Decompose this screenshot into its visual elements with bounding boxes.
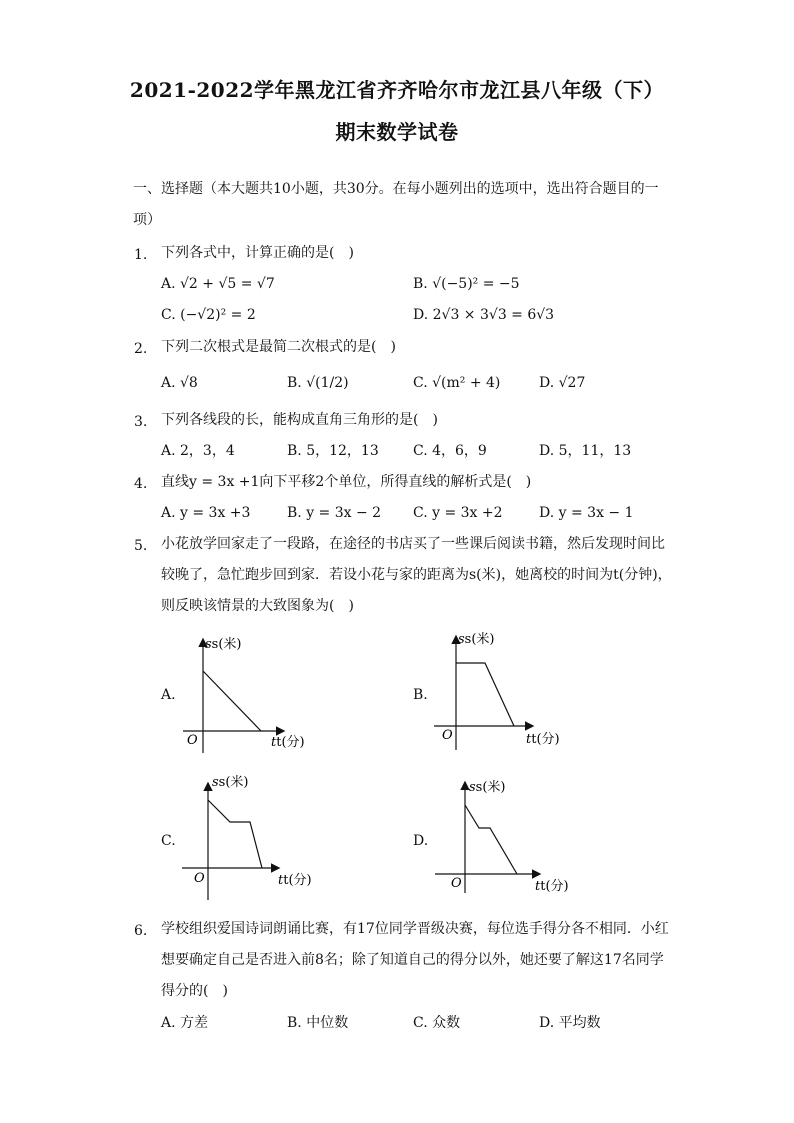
question-number: 6. bbox=[134, 923, 148, 939]
option-d: D. y = 3x − 1 bbox=[539, 505, 634, 521]
option-d: D. 5，11，13 bbox=[539, 443, 632, 459]
question-stem-cont: 想要确定自己是否进入前8名；除了知道自己的得分以外，她还要了解这17名同学 bbox=[161, 952, 664, 968]
option-d: D. bbox=[413, 833, 429, 849]
graph-option-c bbox=[180, 770, 320, 905]
paper-title-line2: 期末数学试卷 bbox=[335, 120, 459, 144]
option-d: D. √27 bbox=[539, 375, 586, 391]
x-axis-label: tt(分) bbox=[271, 735, 305, 750]
option-b: B. √(−5)² = −5 bbox=[413, 276, 520, 292]
question-number: 4. bbox=[134, 476, 148, 492]
option-c: C. 众数 bbox=[413, 1015, 461, 1031]
option-c: C. √(m² + 4) bbox=[413, 375, 501, 391]
question-stem: 下列二次根式是最简二次根式的是( ) bbox=[161, 339, 396, 355]
y-axis-label: ss(米) bbox=[205, 637, 242, 652]
option-a: A. 方差 bbox=[161, 1015, 209, 1031]
graph-option-b bbox=[428, 625, 568, 755]
option-c: C. 4，6，9 bbox=[413, 443, 487, 459]
graph-option-d bbox=[435, 773, 575, 898]
question-stem: 学校组织爱国诗词朗诵比赛，有17位同学晋级决赛，每位选手得分各不相同．小红 bbox=[161, 921, 669, 937]
option-a: A. bbox=[161, 687, 176, 703]
origin-label: O bbox=[442, 728, 453, 743]
paper-title-line1: 2021-2022学年黑龙江省齐齐哈尔市龙江县八年级（下） bbox=[129, 78, 665, 102]
x-axis-label: tt(分) bbox=[535, 879, 569, 894]
option-d: D. 平均数 bbox=[539, 1015, 601, 1031]
option-c: C. (−√2)² = 2 bbox=[161, 307, 256, 323]
question-number: 5. bbox=[134, 538, 148, 554]
graph-option-a bbox=[175, 628, 315, 758]
x-axis-label: tt(分) bbox=[526, 732, 560, 747]
question-number: 1. bbox=[134, 247, 148, 263]
section-heading: 一、选择题（本大题共10小题，共30分。在每小题列出的选项中，选出符合题目的一 bbox=[133, 181, 659, 197]
option-b: B. √(1/2) bbox=[287, 375, 349, 391]
y-axis-label: ss(米) bbox=[212, 775, 249, 790]
graph-line bbox=[465, 805, 517, 874]
origin-label: O bbox=[187, 733, 198, 748]
option-d: D. 2√3 × 3√3 = 6√3 bbox=[413, 307, 555, 323]
question-stem: 直线y = 3x +1向下平移2个单位，所得直线的解析式是( ) bbox=[161, 474, 532, 490]
question-number: 3. bbox=[134, 414, 148, 430]
question-stem-cont: 得分的( ) bbox=[161, 983, 228, 999]
question-stem: 下列各线段的长，能构成直角三角形的是( ) bbox=[161, 412, 438, 428]
option-a: A. √8 bbox=[161, 375, 198, 391]
x-axis-label: tt(分) bbox=[278, 873, 312, 888]
graph-line bbox=[208, 800, 262, 868]
origin-label: O bbox=[194, 871, 205, 886]
option-c: C. bbox=[161, 833, 176, 849]
option-b: B. 中位数 bbox=[287, 1015, 349, 1031]
option-b: B. bbox=[413, 687, 428, 703]
question-stem: 小花放学回家走了一段路，在途径的书店买了一些课后阅读书籍，然后发现时间比 bbox=[161, 536, 665, 552]
option-c: C. y = 3x +2 bbox=[413, 505, 503, 521]
y-axis-label: ss(米) bbox=[458, 632, 495, 647]
question-stem-cont: 则反映该情景的大致图象为( ) bbox=[161, 598, 354, 614]
origin-label: O bbox=[451, 876, 462, 891]
question-stem: 下列各式中，计算正确的是( ) bbox=[161, 245, 354, 261]
option-b: B. 5，12，13 bbox=[287, 443, 379, 459]
option-a: A. √2 + √5 = √7 bbox=[161, 276, 275, 292]
option-a: A. 2，3，4 bbox=[161, 443, 235, 459]
question-number: 2. bbox=[134, 341, 148, 357]
y-axis-label: ss(米) bbox=[469, 780, 506, 795]
section-heading-cont: 项） bbox=[133, 212, 161, 228]
question-stem-cont: 较晚了，急忙跑步回到家．若设小花与家的距离为s(米)，她离校的时间为t(分钟)， bbox=[161, 567, 672, 583]
option-a: A. y = 3x +3 bbox=[161, 505, 251, 521]
option-b: B. y = 3x − 2 bbox=[287, 505, 382, 521]
graph-line bbox=[203, 671, 261, 731]
graph-line bbox=[456, 663, 514, 726]
